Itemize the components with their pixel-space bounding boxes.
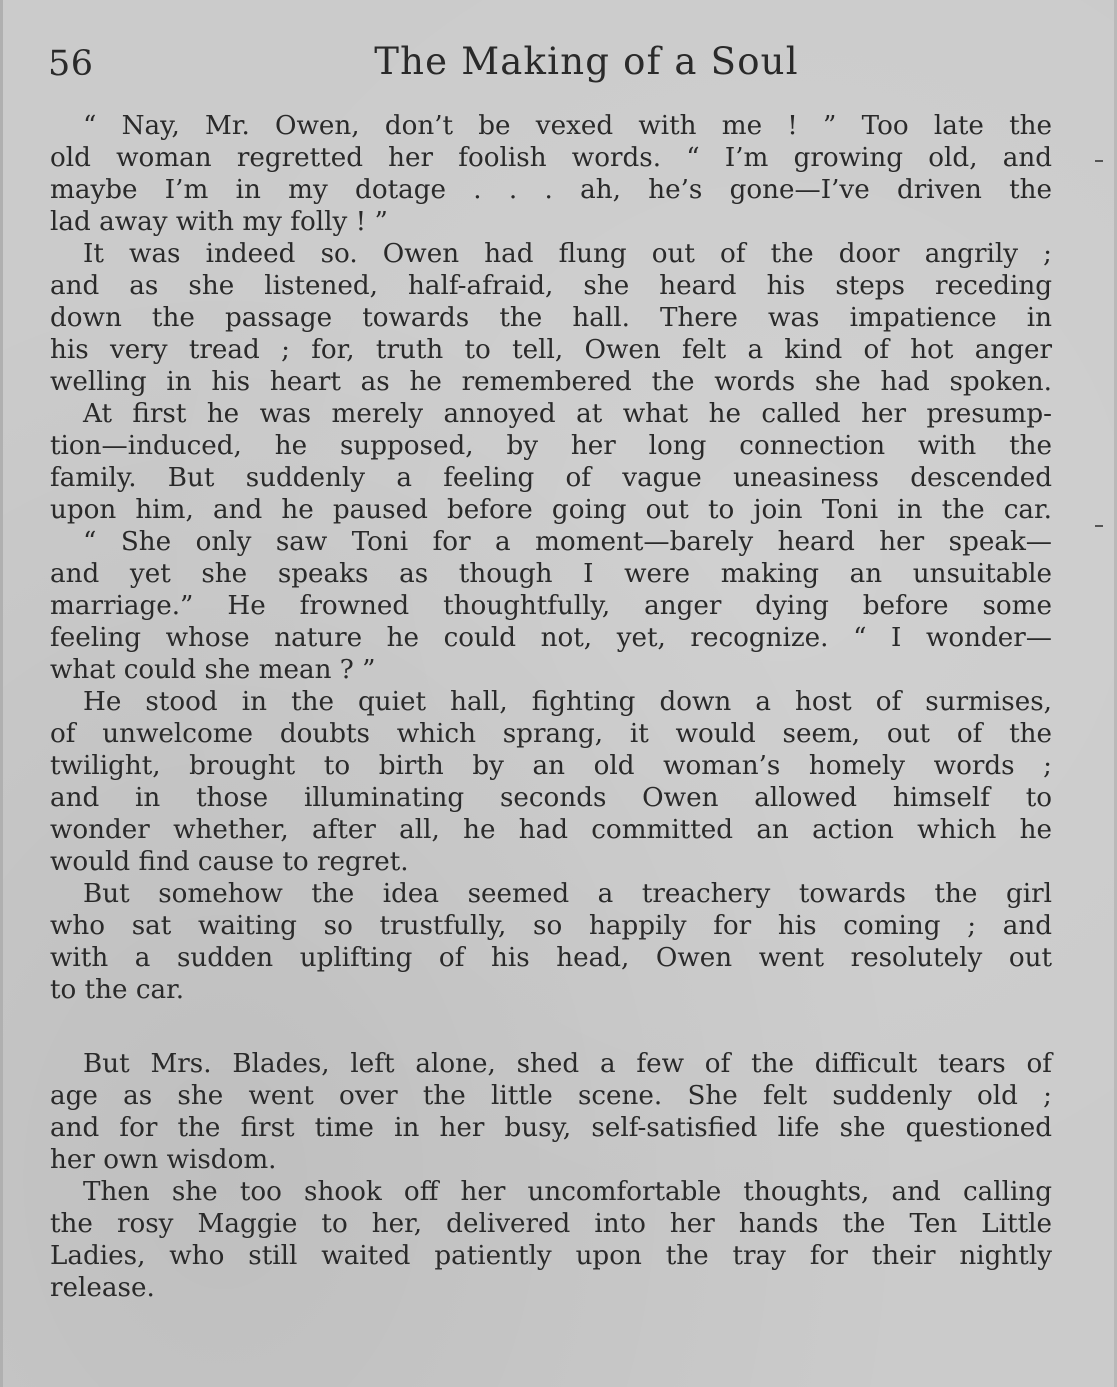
paragraph: [50, 110, 1052, 238]
text-line: her own wisdom.: [50, 1145, 277, 1175]
text-line: tion—induced, he supposed, by her long connection with the: [50, 431, 1052, 461]
text-line: But somehow the idea seemed a treachery towards the girl: [83, 879, 1052, 909]
text-line: what could she mean ? ”: [50, 655, 376, 685]
text-line: marriage.” He frowned thoughtfully, anger dying before some: [50, 591, 1052, 621]
text-line: his very tread ; for, truth to tell, Owen felt a kind of hot anger: [50, 335, 1052, 365]
paragraph: [50, 238, 1052, 398]
paragraph: [50, 1048, 1052, 1176]
text-line: old woman regretted her foolish words. “ I’m growing old, and: [50, 143, 1052, 173]
text-line: the rosy Maggie to her, delivered into her hands the Ten Little: [50, 1209, 1052, 1239]
paragraph: [50, 1176, 1052, 1304]
book-title: The Making of a Soul: [374, 40, 799, 83]
text-line: maybe I’m in my dotage . . . ah, he’s gone—I’ve driven the: [50, 175, 1052, 205]
text-line: welling in his heart as he remembered the words she had spoken.: [50, 367, 1052, 397]
paragraph: [50, 526, 1052, 686]
text-line: and yet she speaks as though I were making an unsuitable: [50, 559, 1052, 589]
text-line: feeling whose nature he could not, yet, recognize. “ I wonder—: [50, 623, 1052, 653]
text-line: who sat waiting so trustfully, so happily for his coming ; and: [50, 911, 1052, 941]
section-break: [50, 1006, 1052, 1048]
paragraph: [50, 686, 1052, 878]
margin-mark: [1095, 160, 1103, 162]
text-line: upon him, and he paused before going out to join Toni in the car.: [50, 495, 1052, 525]
text-line: and for the first time in her busy, self-satisfied life she questioned: [50, 1113, 1052, 1143]
paragraph: [50, 878, 1052, 1006]
text-line: Ladies, who still waited patiently upon the tray for their nightly: [50, 1241, 1052, 1271]
text-line: twilight, brought to birth by an old woman’s homely words ;: [50, 751, 1052, 781]
text-line: and in those illuminating seconds Owen allowed himself to: [50, 783, 1052, 813]
paragraph: [50, 398, 1052, 526]
text-line: wonder whether, after all, he had committed an action which he: [50, 815, 1052, 845]
margin-mark: [1095, 525, 1103, 527]
text-line: “ Nay, Mr. Owen, don’t be vexed with me ! ” Too late the: [83, 111, 1052, 141]
text-line: At first he was merely annoyed at what he called her presump-: [83, 399, 1052, 429]
text-line: to the car.: [50, 975, 185, 1005]
text-line: But Mrs. Blades, left alone, shed a few of the difficult tears of: [83, 1049, 1052, 1079]
page-number: 56: [48, 44, 94, 84]
text-line: It was indeed so. Owen had flung out of the door angrily ;: [83, 239, 1052, 269]
text-line: Then she too shook off her uncomfortable thoughts, and calling: [83, 1177, 1052, 1207]
text-line: down the passage towards the hall. There was impatience in: [50, 303, 1052, 333]
text-line: lad away with my folly ! ”: [50, 207, 388, 237]
text-line: would find cause to regret.: [50, 847, 409, 877]
running-head: [48, 38, 1055, 90]
text-line: He stood in the quiet hall, fighting down a host of surmises,: [83, 687, 1052, 717]
text-line: age as she went over the little scene. She felt suddenly old ;: [50, 1081, 1052, 1111]
body-text: [50, 110, 1052, 1304]
text-line: family. But suddenly a feeling of vague uneasiness descended: [50, 463, 1052, 493]
text-line: release.: [50, 1273, 155, 1303]
text-line: “ She only saw Toni for a moment—barely heard her speak—: [83, 527, 1052, 557]
text-line: of unwelcome doubts which sprang, it would seem, out of the: [50, 719, 1052, 749]
text-line: with a sudden uplifting of his head, Owen went resolutely out: [50, 943, 1052, 973]
text-line: and as she listened, half-afraid, she heard his steps receding: [50, 271, 1052, 301]
